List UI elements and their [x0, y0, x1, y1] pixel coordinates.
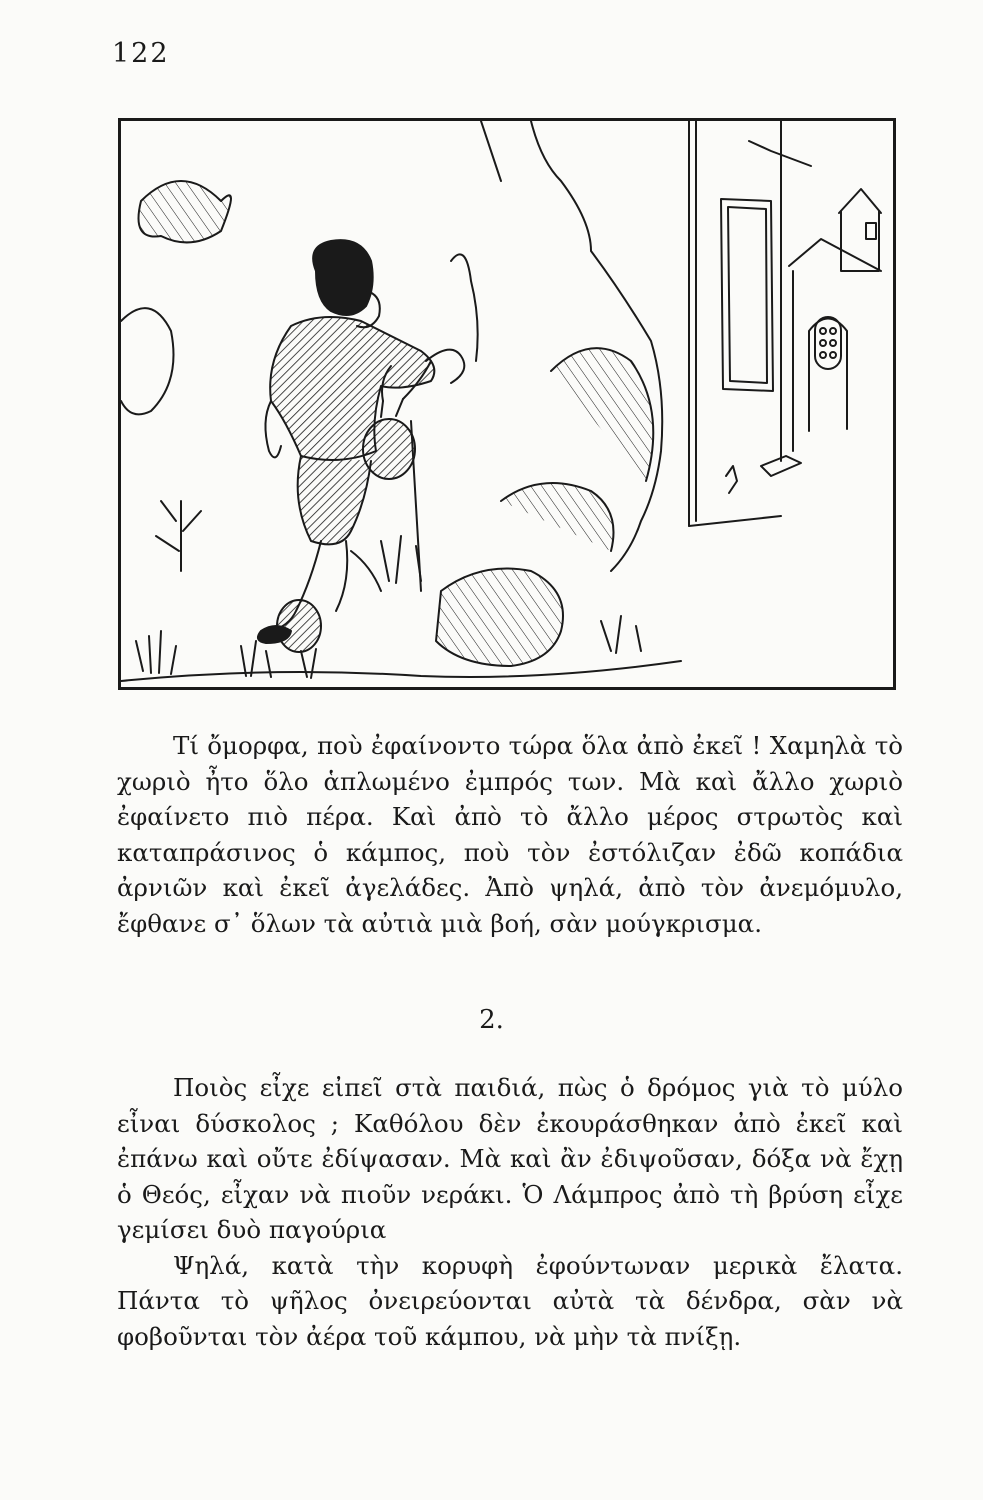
page-number: 122 — [112, 38, 170, 69]
tree-drawing — [121, 181, 231, 571]
church-drawing — [789, 189, 881, 451]
illustration — [118, 118, 896, 690]
fountain-spout-drawing — [726, 456, 801, 493]
rock-drawing — [436, 121, 662, 666]
grass-drawing — [121, 536, 681, 681]
paragraph: Ψηλά, κατὰ τὴν κορυφὴ ἐφούντωναν μερικὰ ἔλατα. Πάντα τὸ ψῆλος ὀνειρεύονται αὐτὰ τὰ δένδρα, σὰν νὰ φοβοῦνται τὸν ἀέρα τοῦ κάμπου, νὰ μὴν τὰ πνίξῃ. — [117, 1250, 903, 1351]
text-block-part1 — [117, 728, 903, 941]
text-block-part2 — [117, 1070, 903, 1354]
paragraph: Τί ὄμορφα, ποὺ ἐφαίνοντο τώρα ὅλα ἀπὸ ἐκεῖ ! Χαμηλὰ τὸ χωριὸ ἦτο ὅλο ἁπλωμένο ἐμπρός των. Μὰ καὶ ἄλλο χωριὸ ἐφαίνετο πιὸ πέρα. Καὶ ἀπὸ τὸ ἄλλο μέρος στρωτὸς καὶ καταπράσινος ὁ κάμπος, ποὺ τὸν ἐστόλιζαν ἐδῶ κοπάδια ἀρνιῶν καὶ ἐκεῖ ἀγελάδες. Ἀπὸ ψηλά, ἀπὸ τὸν ἀνεμόμυλο, ἔφθανε σ᾽ ὅλων τὰ αὐτιὰ μιὰ βοή, σὰν μούγκρισμα. — [117, 731, 903, 938]
paragraph: Ποιὸς εἶχε εἰπεῖ στὰ παιδιά, πὼς ὁ δρόμος γιὰ τὸ μύλο εἶναι δύσκολος ; Καθόλου δὲν ἐκουράσθηκαν ἀπὸ ἐκεῖ καὶ ἐπάνω καὶ οὔτε ἐδίψασαν. Μὰ καὶ ἂν ἐδιψοῦσαν, δόξα νὰ ἔχῃ ὁ Θεός, εἶχαν νὰ πιοῦν νεράκι. Ὁ Λάμπρος ἀπὸ τὴ βρύση εἶχε γεμίσει δυὸ παγούρια — [117, 1073, 903, 1244]
illustration-drawing — [121, 121, 893, 687]
section-number: 2. — [479, 1005, 504, 1035]
